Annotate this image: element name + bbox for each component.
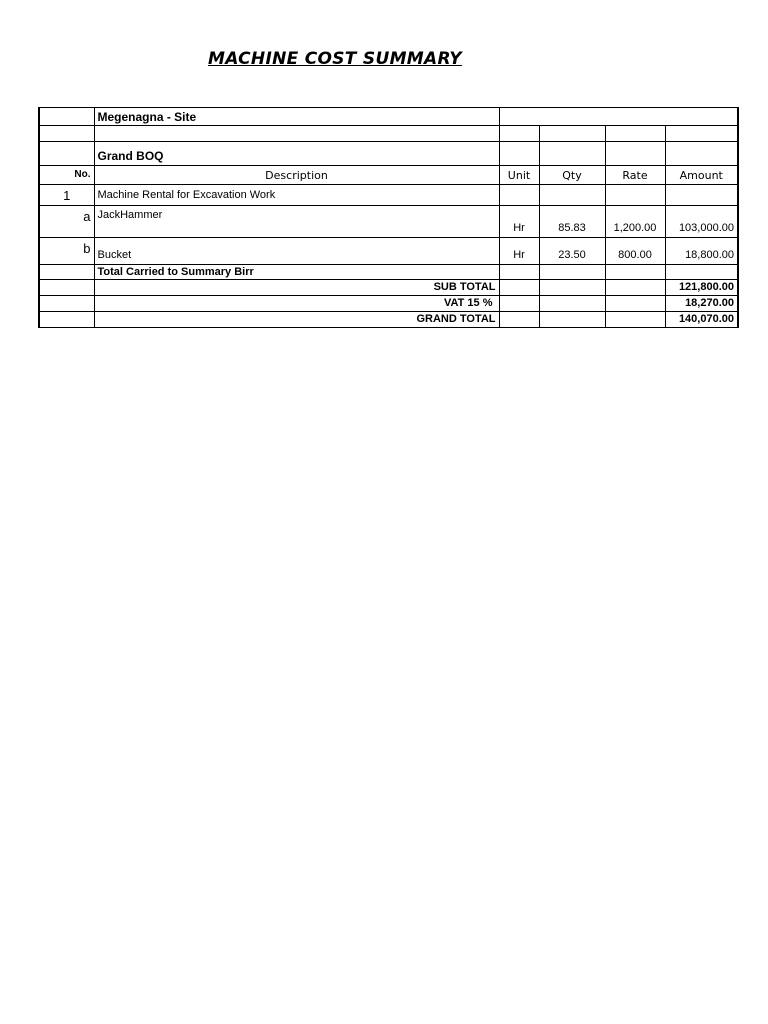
boq-row [39,142,738,166]
section-row [39,185,738,206]
item-no: b [39,238,94,265]
table-row [39,206,738,238]
header-description: Description [94,166,499,185]
header-qty: Qty [539,166,605,185]
table-row [39,238,738,265]
item-amount: 103,000.00 [665,206,738,238]
total-carried-row [39,265,738,280]
item-amount: 18,800.00 [665,238,738,265]
item-qty: 85.83 [539,206,605,238]
item-rate: 800.00 [605,238,665,265]
header-rate: Rate [605,166,665,185]
spacer-row [39,126,738,142]
section-no: 1 [39,185,94,206]
vat-amount: 18,270.00 [665,296,738,312]
vat-label: VAT 15 % [94,296,499,312]
item-no: a [39,206,94,238]
header-no: No. [39,166,94,185]
grand-total-amount: 140,070.00 [665,312,738,328]
subtotal-row [39,280,738,296]
subtotal-amount: 121,800.00 [665,280,738,296]
subtotal-label: SUB TOTAL [94,280,499,296]
document-title: MACHINE COST SUMMARY [208,49,462,69]
grand-total-label: GRAND TOTAL [94,312,499,328]
grand-total-row [39,312,738,328]
total-carried-label: Total Carried to Summary Birr [94,265,499,280]
site-name: Megenagna - Site [94,108,499,126]
item-description: Bucket [94,238,499,265]
item-unit: Hr [499,206,539,238]
header-amount: Amount [665,166,738,185]
item-qty: 23.50 [539,238,605,265]
item-description: JackHammer [94,206,499,238]
section-description: Machine Rental for Excavation Work [94,185,499,206]
cost-summary-table [38,107,739,328]
boq-title: Grand BOQ [94,142,499,166]
site-row [39,108,738,126]
vat-row [39,296,738,312]
header-row [39,166,738,185]
header-unit: Unit [499,166,539,185]
item-rate: 1,200.00 [605,206,665,238]
item-unit: Hr [499,238,539,265]
